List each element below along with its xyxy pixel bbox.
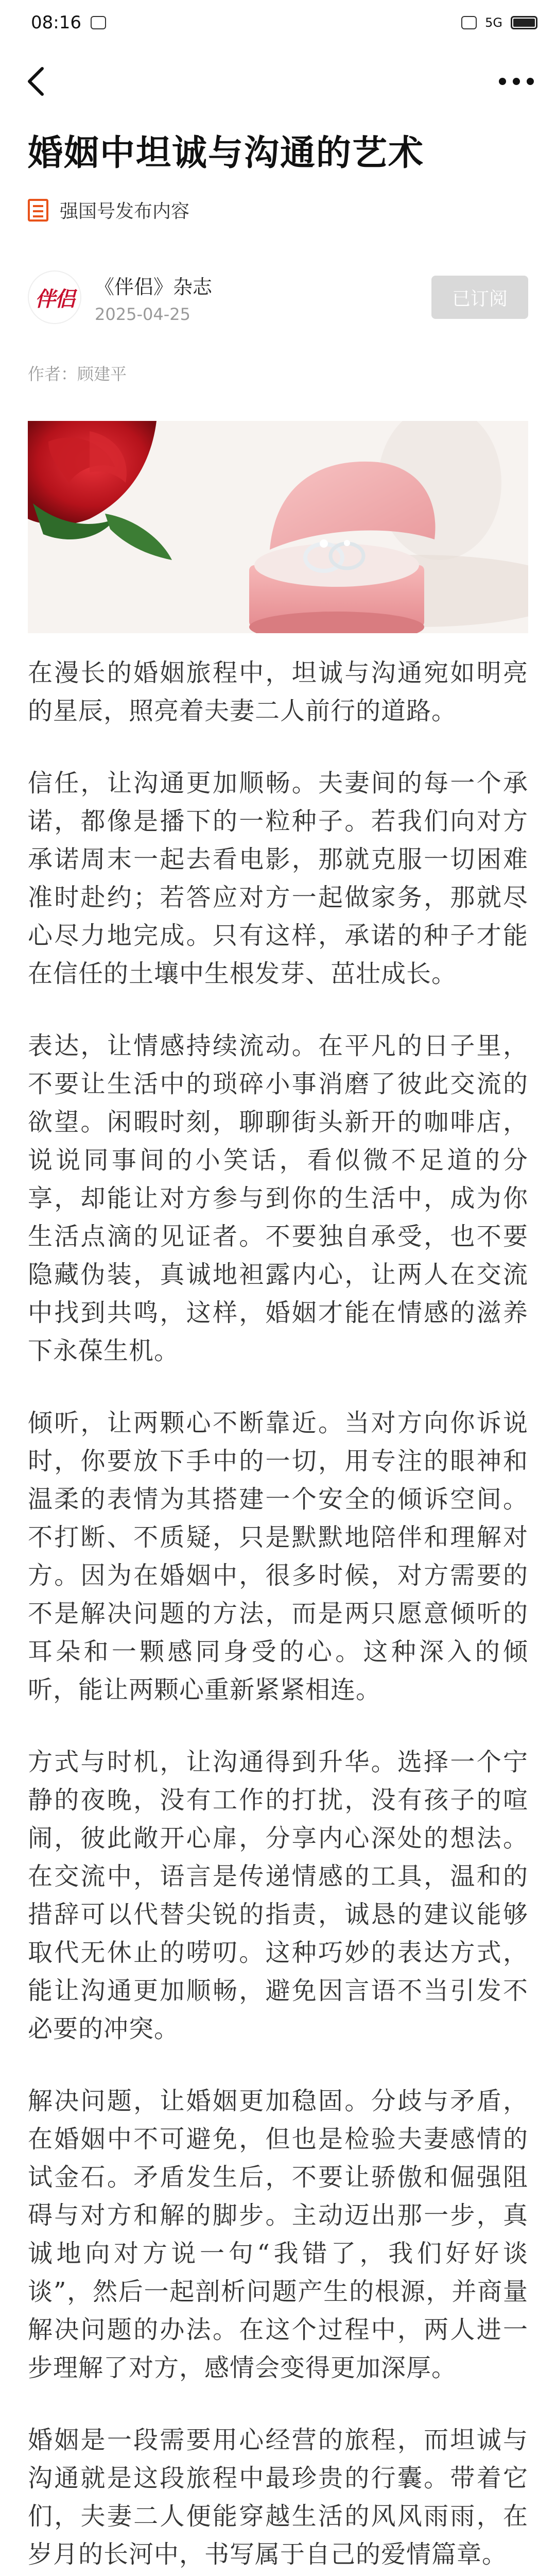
paragraph: 解决问题，让婚姻更加稳固。分歧与矛盾，在婚姻中不可避免，但也是检验夫妻感情的试金石。矛盾发生后，不要让骄傲和倔强阻碍与对方和解的脚步。主动迈出那一步，真诚地向对方说一句“我错了，我们好好谈谈”，然后一起剖析问题产生的根源，并商量解决问题的办法。在这个过程中，两人进一步理解了对方，感情会变得更加深厚。 (28, 2087, 528, 2382)
publish-date: 2025-04-25 (95, 304, 190, 324)
notification-icon (91, 16, 106, 29)
back-button[interactable] (27, 63, 63, 99)
publisher-name[interactable]: 《伴侣》杂志 (95, 275, 213, 298)
signal-text: 5G (485, 15, 502, 30)
paragraph: 方式与时机，让沟通得到升华。选择一个宁静的夜晚，没有工作的打扰，没有孩子的喧闹，彼此敞开心扉，分享内心深处的想法。在交流中，语言是传递情感的工具，温和的措辞可以代替尖锐的指责，诚恳的建议能够取代无休止的唠叨。这种巧妙的表达方式，能让沟通更加顺畅，避免因言语不当引发不必要的冲突。 (28, 1748, 528, 2043)
publisher-logo[interactable]: 伴侣 (28, 270, 81, 324)
publisher-row (28, 270, 528, 324)
status-time: 08:16 (31, 12, 81, 33)
nav-bar (0, 45, 556, 117)
article-title: 婚姻中坦诚与沟通的艺术 (28, 132, 425, 174)
paragraph: 在漫长的婚姻旅程中，坦诚与沟通宛如明亮的星辰，照亮着夫妻二人前行的道路。 (28, 658, 528, 725)
author: 作者：顾建平 (28, 364, 127, 384)
battery-icon (511, 16, 537, 29)
article-body (28, 654, 528, 2573)
status-left (31, 12, 106, 33)
source-label: 强国号发布内容 (60, 201, 190, 222)
more-icon (498, 77, 534, 86)
back-arrow-icon (27, 66, 44, 96)
paragraph: 表达，让情感持续流动。在平凡的日子里，不要让生活中的琐碎小事消磨了彼此交流的欲望。闲暇时刻，聊聊街头新开的咖啡店，说说同事间的小笑话，看似微不足道的分享，却能让对方参与到你的生活中，成为你生活点滴的见证者。不要独自承受，也不要隐藏伪装，真诚地袒露内心，让两人在交流中找到共鸣，这样，婚姻才能在情感的滋养下永葆生机。 (28, 1031, 528, 1365)
wifi-icon (461, 16, 477, 29)
subscribe-button[interactable]: 已订阅 (431, 276, 528, 319)
article (0, 130, 556, 2576)
more-button[interactable] (493, 63, 534, 99)
status-right (461, 15, 537, 30)
document-icon (28, 199, 48, 222)
paragraph: 倾听，让两颗心不断靠近。当对方向你诉说时，你要放下手中的一切，用专注的眼神和温柔的表情为其搭建一个安全的倾诉空间。不打断、不质疑，只是默默地陪伴和理解对方。因为在婚姻中，很多时候，对方需要的不是解决问题的方法，而是两只愿意倾听的耳朵和一颗感同身受的心。这种深入的倾听，能让两颗心重新紧紧相连。 (28, 1409, 528, 1704)
ring-box-illustration (28, 421, 528, 633)
source-row (28, 197, 528, 223)
paragraph: 婚姻是一段需要用心经营的旅程，而坦诚与沟通就是这段旅程中最珍贵的行囊。带着它们，夫妻二人便能穿越生活的风风雨雨，在岁月的长河中，书写属于自己的爱情篇章。 (28, 2426, 528, 2569)
paragraph: 信任，让沟通更加顺畅。夫妻间的每一个承诺，都像是播下的一粒种子。若我们向对方承诺周末一起去看电影，那就克服一切困难准时赴约；若答应对方一起做家务，那就尽心尽力地完成。只有这样，承诺的种子才能在信任的土壤中生根发芽、茁壮成长。 (28, 769, 528, 988)
status-bar (0, 0, 556, 45)
publisher-info (95, 271, 431, 324)
hero-image (28, 421, 528, 633)
